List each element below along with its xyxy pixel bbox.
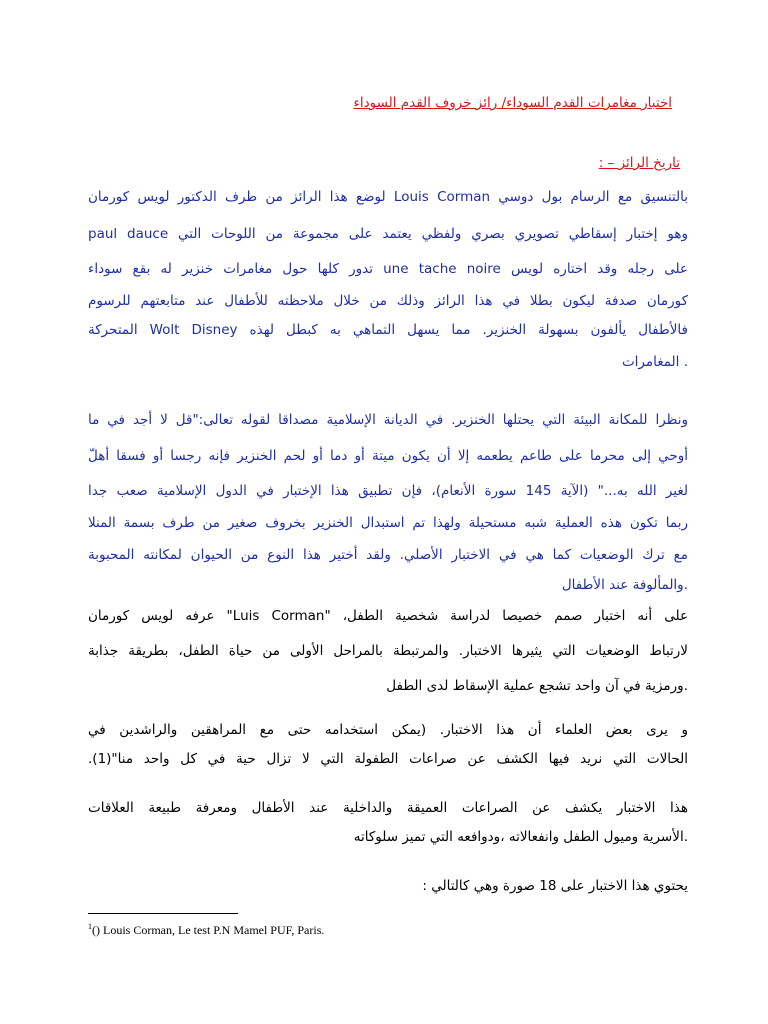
footnote-separator (88, 913, 238, 914)
paragraph-religion-line: ونظرا للمكانة البيئة التي يحتلها الخنزير. في الديانة الإسلامية مصداقا لقوله تعالى:"قل لا أجد في ما (88, 412, 688, 428)
footnote (88, 918, 324, 939)
paragraph-history-line: كورمان صدفة ليكون بطلا في هذا الرائز وذلك من خلال ملاحظته للأطفال عند متابعتهم للرسوم (88, 293, 688, 309)
paragraph-definition-line: على أنه اختبار صمم خصيصا لدراسة شخصية الطفل، "Luis Corman" عرفه لويس كورمان (88, 608, 688, 624)
paragraph-religion-line: مع ترك الوضعيات كما هي في الاختبار الأصلي. ولقد أختير هذا النوع من الحيوان لمكانته المحبوبة (88, 547, 688, 563)
paragraph-reveals-line: هذا الاختبار يكشف عن الصراعات العميقة والداخلية عند الأطفال ومعرفة طبيعة العلاقات (88, 800, 688, 816)
paragraph-history-line: فالأطفال يألفون بسهولة الخنزير. مما يسهل التماهي به كبطل لهذه Wolt Disney المتحركة (88, 322, 688, 338)
paragraph-religion-line: .والمألوفة عند الأطفال (561, 577, 688, 593)
footnote-mark: 1 (88, 922, 92, 931)
paragraph-history-line: وهو إختبار إسقاطي تصويري بصري ولفظي يعتمد على مجموعة من اللوحات التي paul dauce (88, 226, 688, 242)
paragraph-religion-line: ربما تكون هذه العملية شبه مستحيلة ولهذا تم استبدال الخنزير بخروف صغير من طرف بسمة المنلا (88, 515, 688, 531)
paragraph-religion-line: أوحي إلى محرما على طاعم يطعمه إلا أن يكون ميتة أو دما أو لحم الخنزير فإنه رجسا أو فسقا أهلّ (88, 448, 688, 464)
paragraph-definition-line: .ورمزية في آن واحد تشجع عملية الإسقاط لدى الطفل (386, 678, 688, 694)
paragraph-history-line: بالتنسيق مع الرسام بول دوسي Louis Corman لوضع هذا الرائز من طرف الدكتور لويس كورمان (88, 189, 688, 205)
paragraph-history-line: . المغامرات (621, 354, 688, 370)
paragraph-scholars-line: الحالات التي نريد فيها الكشف عن صراعات الطفولة التي لا تزال حية في كل واحد منا"(1). (88, 751, 688, 767)
footnote-text: () Louis Corman, Le test P.N Mamel PUF, Paris. (92, 923, 325, 937)
document-title: اختبار مغامرات القدم السوداء/ رائز خروف القدم السوداء (353, 95, 672, 111)
paragraph-definition-line: لارتباط الوضعيات التي يثيرها الاختبار. والمرتبطة بالمراحل الأولى من حياة الطفل، بطريقة جذابة (88, 643, 688, 659)
paragraph-scholars-line: و يرى بعض العلماء أن هذا الاختبار. (يمكن استخدامه حتى مع المراهقين والراشدين في (88, 722, 688, 738)
paragraph-history-line: على رجله وقد اختاره لويس une tache noire تدور كلها حول مغامرات خنزير له بقع سوداء (88, 261, 688, 277)
paragraph-contains: يحتوي هذا الاختبار على 18 صورة وهي كالتالي : (422, 878, 688, 894)
section-heading-history: تاريخ الرائز – : (598, 155, 680, 171)
paragraph-religion-line: لغير الله به..." (الآية 145 سورة الأنعام)، فإن تطبيق هذا الإختبار في الدول الإسلامية صعب جدا (88, 483, 688, 499)
paragraph-reveals-line: .الأسرية وميول الطفل وانفعالاته ،ودوافعه التي تميز سلوكاته (353, 829, 688, 845)
